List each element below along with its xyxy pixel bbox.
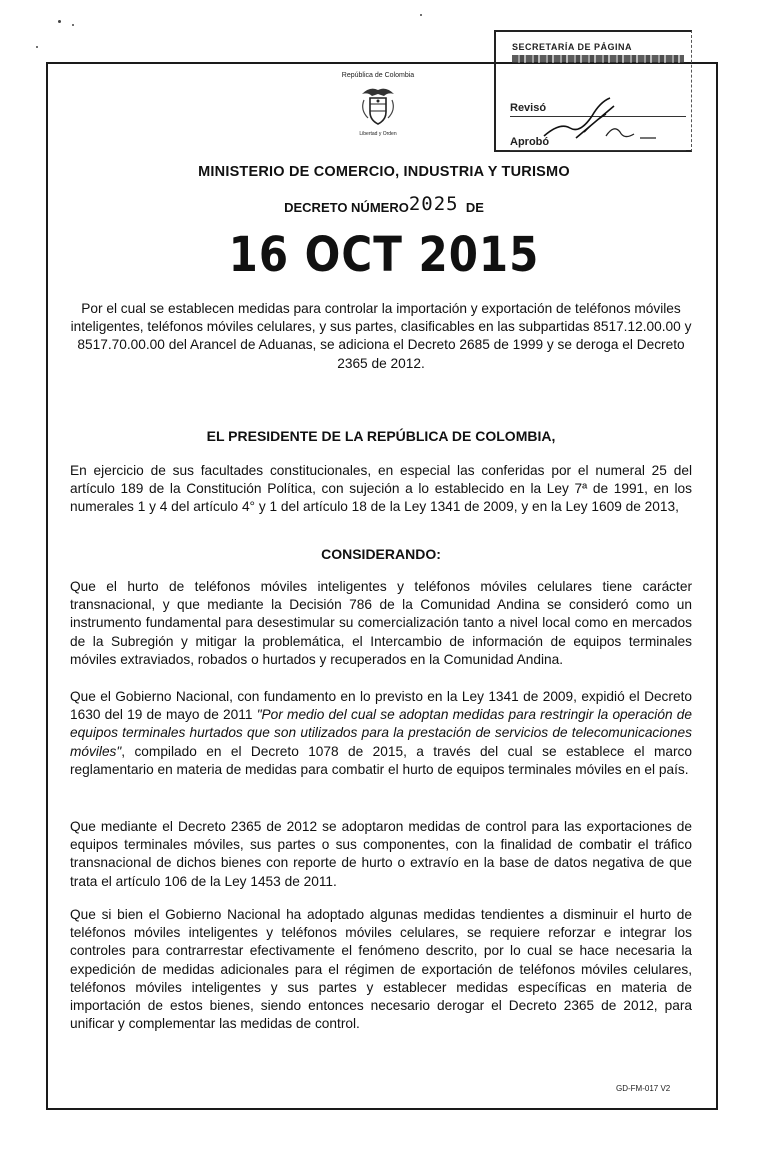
stamp-subtitle-bar	[512, 55, 684, 63]
decree-line	[100, 193, 668, 215]
stamp-line	[510, 150, 686, 151]
ministry-title: MINISTERIO DE COMERCIO, INDUSTRIA Y TURISMO	[198, 164, 570, 180]
decree-number: 2025	[408, 193, 459, 215]
powers-paragraph: En ejercicio de sus facultades constitucionales, en especial las conferidas por el numeral 25 del artículo 189 de la Constitución Política, con sujeción a lo establecido en la Ley 7ª de 1991, en los numerales 1 y 4 del artículo 4° y 1 del artículo 18 de la Ley 1341 de 2009, y en la Ley 1609 de 2013,	[70, 463, 692, 515]
decree-suffix: DE	[465, 200, 484, 215]
considering-paragraph-2	[70, 688, 692, 779]
form-code: GD-FM-017 V2	[616, 1084, 671, 1093]
initials-icon	[600, 120, 660, 146]
president-heading: EL PRESIDENTE DE LA REPÚBLICA DE COLOMBIA,	[206, 428, 556, 444]
stamp-title: SECRETARÍA DE PÁGINA	[512, 42, 633, 52]
stamp-reviewed-label: Revisó	[510, 102, 547, 114]
decree-summary: Por el cual se establecen medidas para controlar la importación y exportación de teléfonos móviles inteligentes, teléfonos móviles celulares, y sus partes, clasificables en las subpartidas 8517.12.00.00 y 8517.70.00.00 del Arancel de Aduanas, se adiciona el Decreto 2685 de 1999 y se deroga el Decreto 2365 de 2012.	[70, 301, 692, 371]
scan-speck	[420, 14, 422, 16]
stamp-approved-label: Aprobó	[510, 136, 550, 148]
considering-paragraph-4: Que si bien el Gobierno Nacional ha adoptado algunas medidas tendientes a disminuir el hurto de teléfonos móviles inteligentes y teléfonos móviles celulares, se requiere reforzar e integrar los controles para contrarrestar efectivamente el fenómeno descrito, por lo cual se hace necesaria la expedición de medidas adicionales para el régimen de exportación de teléfonos móviles celulares, teléfonos móviles inteligentes y sus partes y establecer medidas específicas en materia de importación de estos bienes, siendo entonces necesario derogar el Decreto 2365 de 2012, para unificar y complementar las medidas de control.	[70, 907, 692, 1032]
p2-text-start: Que el Gobierno Nacional, con fundamento en lo previsto en la Ley 1341 de 2009, expidió el Decreto 1630 del 19 de mayo de 2011	[70, 689, 692, 723]
scan-speck	[58, 20, 61, 23]
p2-text-end: , compilado en el Decreto 1078 de 2015, a través del cual se establece el marco reglamentario en materia de medidas para combatir el hurto de equipos terminales móviles en el país.	[70, 743, 692, 777]
considering-paragraph-3: Que mediante el Decreto 2365 de 2012 se adoptaron medidas de control para las exportaciones de equipos terminales móviles, sus partes o sus componentes, con la finalidad de combatir el tráfico transnacional de dichos bienes con reporte de hurto o extravío en la base de datos negativa de que trata el artículo 106 de la Ley 1453 de 2011.	[70, 819, 692, 889]
considering-heading: CONSIDERANDO:	[321, 546, 441, 562]
scan-speck	[72, 24, 74, 26]
republic-label: República de Colombia	[341, 72, 415, 79]
coat-of-arms-icon	[358, 84, 398, 128]
p2-decree-title: "Por medio del cual se adoptan medidas para restringir la operación de equipos terminales hurtados que son utilizados para la prestación de servicios de telecomunicaciones móviles"	[70, 707, 692, 759]
scan-speck	[36, 46, 38, 48]
considering-paragraph-1: Que el hurto de teléfonos móviles inteligentes y teléfonos móviles celulares tiene carácter transnacional, y que mediante la Decisión 786 de la Comunidad Andina se consideró como un instrumento fundamental para desestimular su comercialización tanto a nivel local como en mercados de la Subregión y mitigar la problemática, el Intercambio de información de equipos terminales móviles extraviados, robados o hurtados y recuperados en la Comunidad Andina.	[70, 579, 692, 667]
decree-date: 16 OCT 2015	[228, 226, 540, 283]
motto-label: Libertad y Orden	[359, 131, 397, 137]
decree-label: DECRETO NÚMERO	[284, 200, 409, 215]
